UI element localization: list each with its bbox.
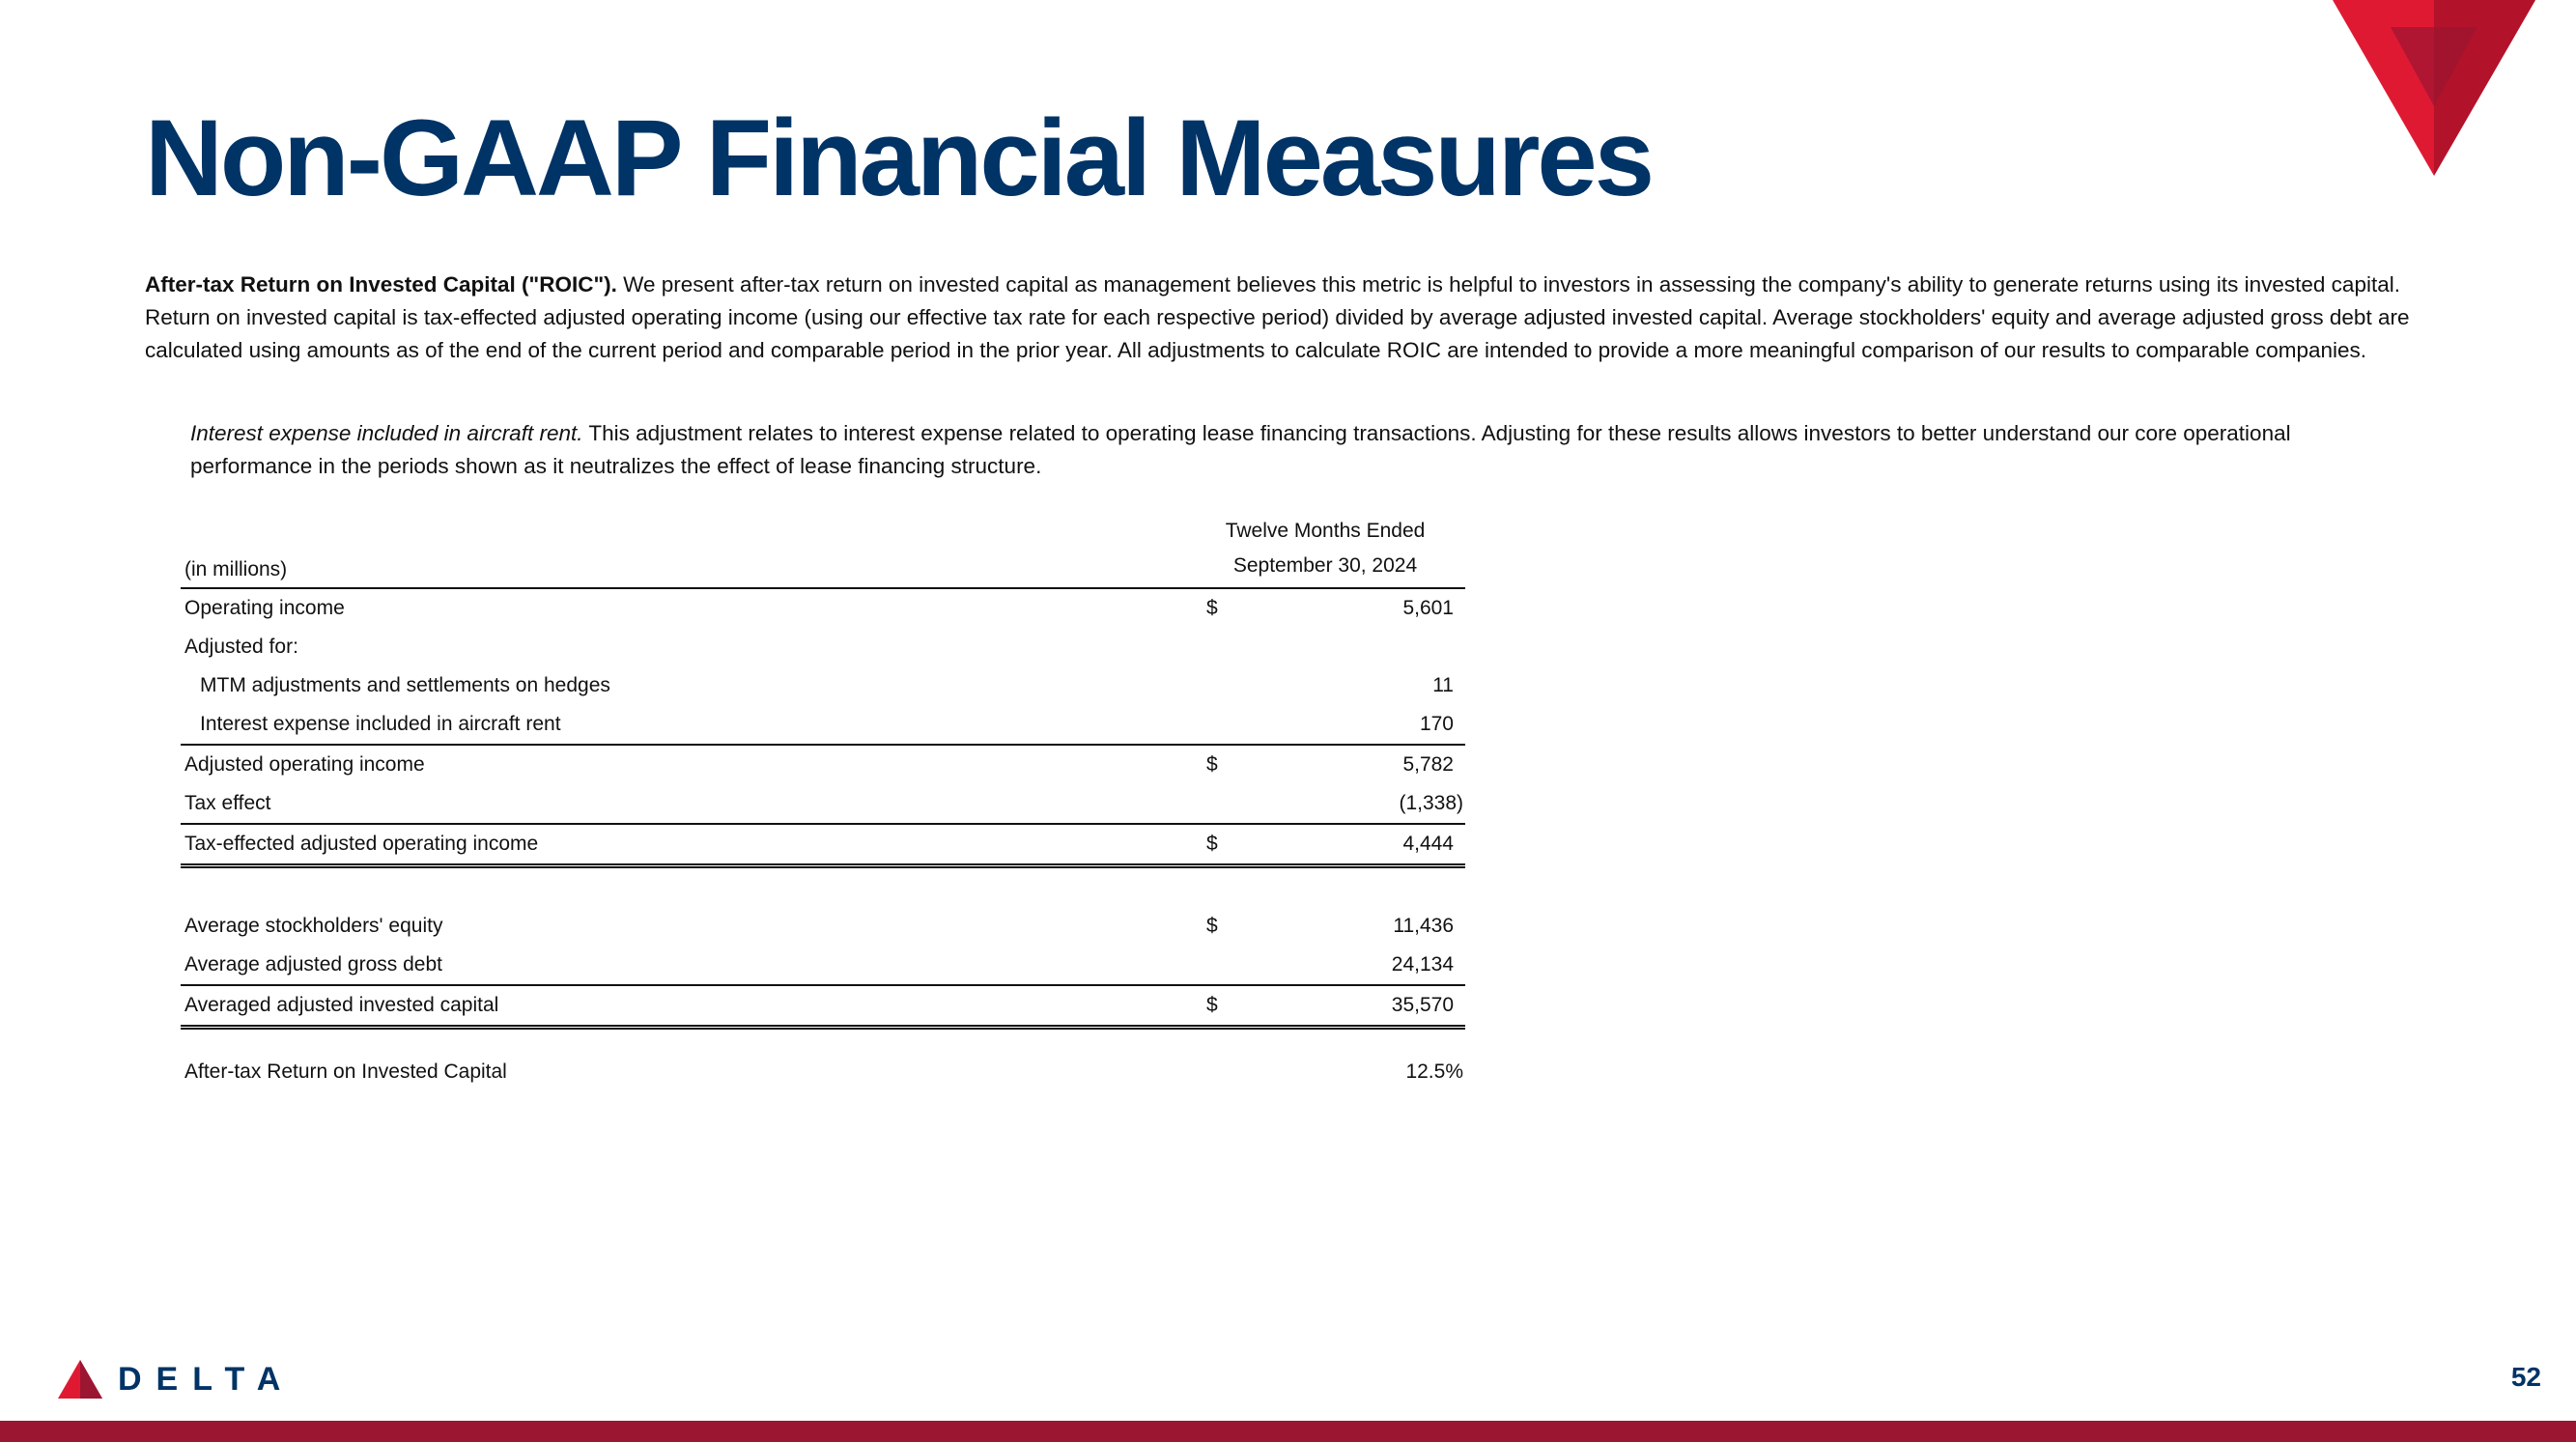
roic-table xyxy=(181,514,1465,1091)
footer-bar xyxy=(0,1421,2576,1442)
period-header xyxy=(1185,514,1465,583)
row-value: 24,134 xyxy=(1391,953,1454,975)
period-header-line2: September 30, 2024 xyxy=(1232,554,1418,577)
row-value: 11 xyxy=(1432,674,1454,696)
row-label: Adjusted for: xyxy=(184,636,298,658)
currency-symbol: $ xyxy=(1206,753,1218,776)
adjustment-note-lead: Interest expense included in aircraft rent. xyxy=(190,421,583,445)
roic-description-text: We present after-tax return on invested capital as management believes this metric is helpful to investors in assessing the company's ability to generate returns using its invested capital. Return on invested capital is tax-effected adjusted operating income (using our effective tax rate for each respective period) divided by average adjusted invested capital. Average stockholders' equity and average adjusted gross debt are calculated using amounts as of the end of the current period and comparable period in the prior year. All adjustments to calculate ROIC are intended to provide a more meaningful comparison of our results to comparable companies. xyxy=(145,272,2410,362)
table-row xyxy=(181,666,1465,705)
delta-widget-icon xyxy=(58,1360,102,1399)
row-label: Operating income xyxy=(184,597,345,619)
row-label: MTM adjustments and settlements on hedges xyxy=(200,674,610,696)
row-value: 11,436 xyxy=(1393,915,1454,937)
adjustment-note xyxy=(190,417,2344,483)
row-value: 5,782 xyxy=(1402,753,1454,776)
currency-symbol: $ xyxy=(1206,994,1218,1016)
row-label: Averaged adjusted invested capital xyxy=(184,994,499,1016)
page-title: Non-GAAP Financial Measures xyxy=(145,98,1653,218)
currency-symbol: $ xyxy=(1206,833,1218,855)
table-row xyxy=(181,628,1465,666)
row-label: Adjusted operating income xyxy=(184,753,425,776)
row-value: 5,601 xyxy=(1402,597,1454,619)
table-row xyxy=(181,946,1465,984)
period-header-line1: Twelve Months Ended xyxy=(1225,520,1426,542)
table-header xyxy=(181,514,1465,589)
delta-wordmark: DELTA xyxy=(118,1360,296,1398)
row-value: 12.5% xyxy=(1405,1060,1463,1083)
row-label: Average stockholders' equity xyxy=(184,915,443,937)
row-value: 35,570 xyxy=(1391,994,1454,1016)
row-label: Tax effect xyxy=(184,792,271,814)
currency-symbol: $ xyxy=(1206,597,1218,619)
table-spacer xyxy=(181,868,1465,907)
page-number: 52 xyxy=(2510,1362,2541,1392)
row-value: 4,444 xyxy=(1402,833,1454,855)
table-row xyxy=(181,784,1465,823)
row-value: (1,338) xyxy=(1399,792,1463,814)
adjustment-note-text: This adjustment relates to interest expense related to operating lease financing transactions. Adjusting for these results allows investors to better understand our core operational performance in the periods shown as it neutralizes the effect of lease financing structure. xyxy=(190,421,2291,478)
currency-symbol: $ xyxy=(1206,915,1218,937)
table-row xyxy=(181,744,1465,784)
roic-description-lead: After-tax Return on Invested Capital ("ROIC"). xyxy=(145,272,617,297)
row-label: After-tax Return on Invested Capital xyxy=(184,1060,507,1083)
table-row xyxy=(181,984,1465,1030)
row-label: Interest expense included in aircraft rent xyxy=(200,713,561,735)
table-spacer xyxy=(181,1030,1465,1053)
table-row xyxy=(181,823,1465,868)
row-label: Average adjusted gross debt xyxy=(184,953,442,975)
row-value: 170 xyxy=(1419,713,1454,735)
delta-widget-corner-icon xyxy=(2333,0,2535,176)
table-row xyxy=(181,705,1465,744)
units-label: (in millions) xyxy=(184,558,288,580)
table-row xyxy=(181,589,1465,628)
table-row xyxy=(181,907,1465,946)
row-label: Tax-effected adjusted operating income xyxy=(184,833,539,855)
table-row xyxy=(181,1053,1465,1091)
roic-description xyxy=(145,269,2424,367)
footer-logo xyxy=(58,1360,295,1399)
